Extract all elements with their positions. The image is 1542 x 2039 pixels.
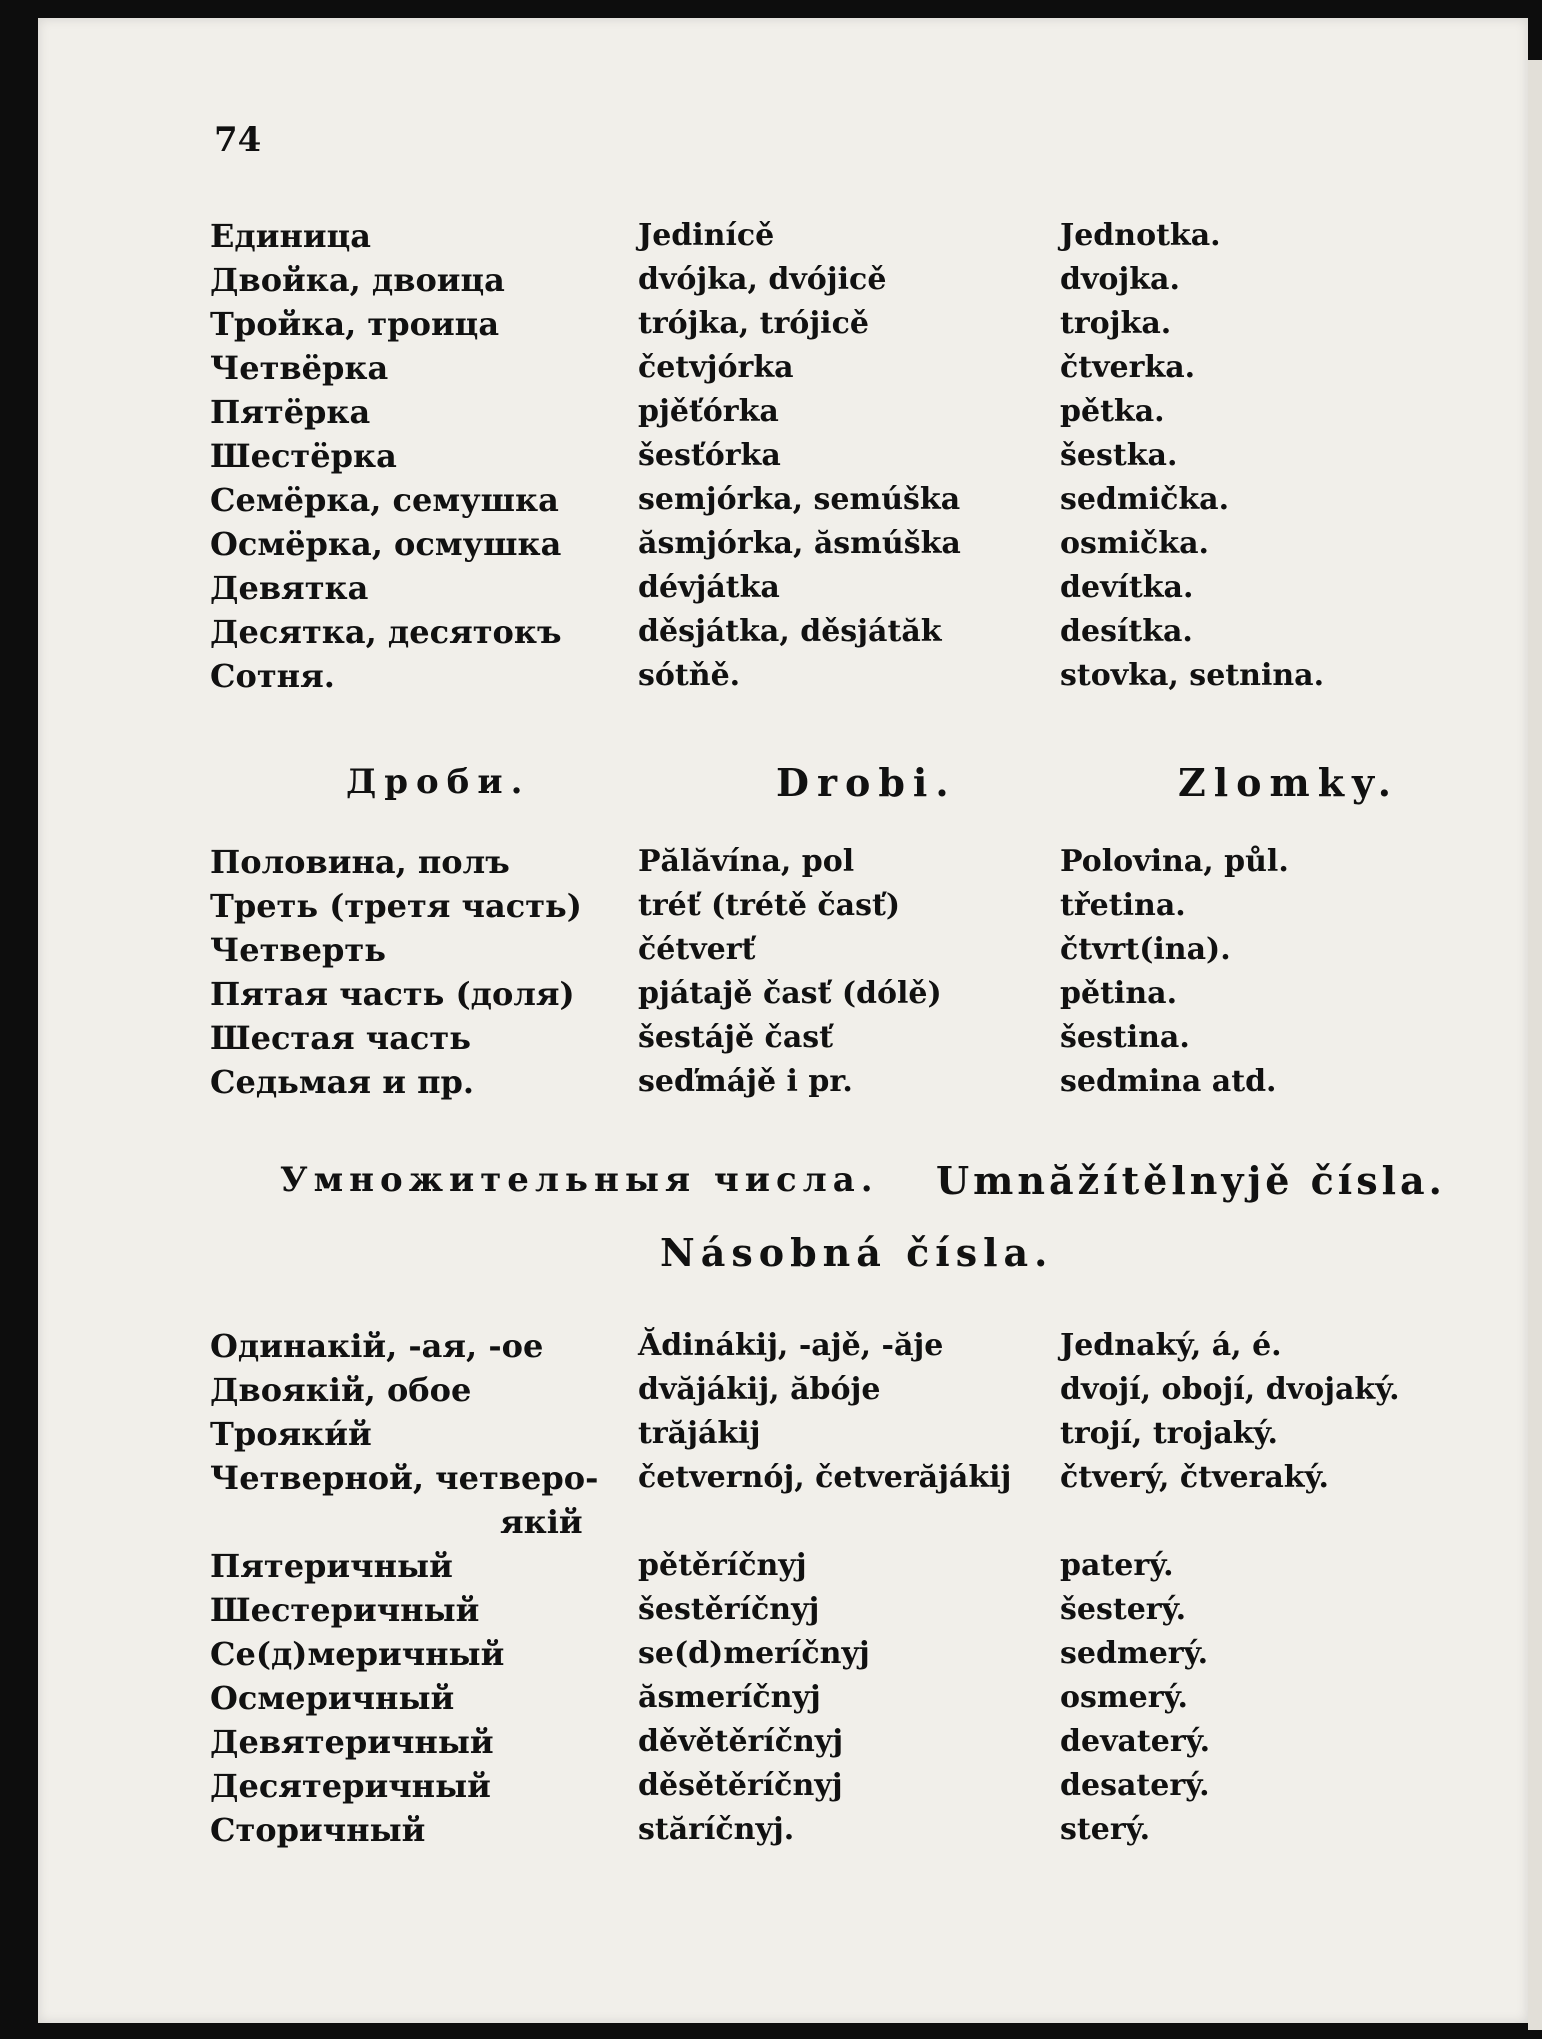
cardinal-groups-table — [38, 214, 1528, 698]
russian-term: Девятеричный — [210, 1723, 494, 1761]
transliteration: Pălăvína, pol — [638, 844, 855, 879]
russian-term: Седьмая и пр. — [210, 1063, 474, 1101]
czech-term: šesterý. — [1060, 1592, 1187, 1627]
table-row — [38, 1588, 1528, 1632]
czech-term: osmička. — [1060, 526, 1209, 561]
table-row — [38, 434, 1528, 478]
transliteration: četvjórka — [638, 350, 794, 385]
table-row — [38, 522, 1528, 566]
fractions-heading-lat: Drobi. — [776, 760, 957, 805]
transliteration: Ădinákij, -ajě, -ăje — [638, 1328, 944, 1363]
fractions-heading-ru: Дроби. — [346, 762, 531, 802]
fractions-heading-cz: Zlomky. — [1178, 760, 1400, 805]
table-row — [38, 1808, 1528, 1852]
czech-term: desítka. — [1060, 614, 1193, 649]
table-row — [38, 1544, 1528, 1588]
table-row — [38, 1016, 1528, 1060]
table-row — [38, 302, 1528, 346]
czech-term: stovka, setnina. — [1060, 658, 1325, 693]
table-row — [38, 1632, 1528, 1676]
transliteration: dvójka, dvójicě — [638, 262, 887, 297]
czech-term: Polovina, půl. — [1060, 844, 1289, 879]
czech-term: třetina. — [1060, 888, 1186, 923]
transliteration: stăríčnyj. — [638, 1812, 795, 1847]
table-row — [38, 1324, 1528, 1368]
table-row — [38, 566, 1528, 610]
czech-term: devítka. — [1060, 570, 1194, 605]
table-row — [38, 1368, 1528, 1412]
russian-term: Шестёрка — [210, 437, 397, 475]
table-row — [38, 1412, 1528, 1456]
table-row — [38, 258, 1528, 302]
multiplicative-heading-ru: Умножительныя числа. — [280, 1160, 879, 1200]
russian-term: якій — [500, 1503, 583, 1541]
multiplicatives-table — [38, 1324, 1528, 1852]
russian-term: Четвёрка — [210, 349, 389, 387]
czech-term: pětka. — [1060, 394, 1165, 429]
russian-term: Четверть — [210, 931, 386, 969]
russian-term: Пятая часть (доля) — [210, 975, 575, 1013]
transliteration: trăjákij — [638, 1416, 761, 1451]
czech-term: šestka. — [1060, 438, 1178, 473]
czech-term: čtverka. — [1060, 350, 1196, 385]
transliteration: trójka, trójicě — [638, 306, 869, 341]
czech-term: trojí, trojaký. — [1060, 1416, 1278, 1451]
transliteration: šestájě časť — [638, 1020, 833, 1055]
table-row — [38, 610, 1528, 654]
czech-term: osmerý. — [1060, 1680, 1188, 1715]
transliteration: četvernój, četverăjákij — [638, 1460, 1012, 1495]
russian-term: Осмеричный — [210, 1679, 455, 1717]
russian-term: Семёрка, семушка — [210, 481, 559, 519]
table-row — [38, 1500, 1528, 1544]
czech-term: sedmina atd. — [1060, 1064, 1277, 1099]
table-row — [38, 1720, 1528, 1764]
czech-term: devaterý. — [1060, 1724, 1211, 1759]
czech-term: sedmička. — [1060, 482, 1230, 517]
table-row — [38, 884, 1528, 928]
transliteration: semjórka, semúška — [638, 482, 961, 517]
transliteration: tréť (trétě časť) — [638, 888, 901, 923]
transliteration: seďmájě i pr. — [638, 1064, 853, 1099]
transliteration: ăsmeríčnyj — [638, 1680, 821, 1715]
czech-term: sedmerý. — [1060, 1636, 1209, 1671]
czech-term: sterý. — [1060, 1812, 1151, 1847]
page-edge — [1528, 60, 1542, 2030]
table-row — [38, 346, 1528, 390]
russian-term: Пятёрка — [210, 393, 371, 431]
transliteration: děsětěríčnyj — [638, 1768, 843, 1803]
russian-term: Пятеричный — [210, 1547, 453, 1585]
russian-term: Единица — [210, 217, 371, 255]
russian-term: Шестеричный — [210, 1591, 480, 1629]
russian-term: Четверной, четверо- — [210, 1459, 599, 1497]
czech-term: Jednotka. — [1060, 218, 1221, 253]
czech-term: dvojka. — [1060, 262, 1180, 297]
czech-term: čtverý, čtveraký. — [1060, 1460, 1330, 1495]
czech-term: pětina. — [1060, 976, 1178, 1011]
russian-term: Девятка — [210, 569, 369, 607]
czech-term: dvojí, obojí, dvojaký. — [1060, 1372, 1400, 1407]
table-row — [38, 840, 1528, 884]
transliteration: dvăjákij, ăbóje — [638, 1372, 881, 1407]
transliteration: pětěríčnyj — [638, 1548, 807, 1583]
transliteration: pjátajě časť (dólě) — [638, 976, 942, 1011]
russian-term: Десятеричный — [210, 1767, 491, 1805]
russian-term: Сторичный — [210, 1811, 426, 1849]
russian-term: Се(д)меричный — [210, 1635, 505, 1673]
table-row — [38, 654, 1528, 698]
russian-term: Двоякій, обое — [210, 1371, 472, 1409]
czech-term: čtvrt(ina). — [1060, 932, 1231, 967]
table-row — [38, 1060, 1528, 1104]
russian-term: Сотня. — [210, 657, 335, 695]
russian-term: Двойка, двоица — [210, 261, 505, 299]
transliteration: děvětěríčnyj — [638, 1724, 844, 1759]
table-row — [38, 1676, 1528, 1720]
russian-term: Десятка, десятокъ — [210, 613, 562, 651]
fractions-table — [38, 840, 1528, 1104]
multiplicative-heading-lat: Umnăžítělnyjě čísla. — [936, 1158, 1446, 1203]
table-row — [38, 214, 1528, 258]
book-page — [38, 18, 1528, 2023]
transliteration: dévjátka — [638, 570, 780, 605]
transliteration: sótňě. — [638, 658, 741, 693]
russian-term: Тройка, троица — [210, 305, 500, 343]
table-row — [38, 1456, 1528, 1500]
czech-term: šestina. — [1060, 1020, 1190, 1055]
russian-term: Трояки́й — [210, 1415, 372, 1453]
transliteration: šestěríčnyj — [638, 1592, 820, 1627]
table-row — [38, 390, 1528, 434]
russian-term: Треть (третя часть) — [210, 887, 582, 925]
table-row — [38, 928, 1528, 972]
transliteration: ăsmjórka, ăsmúška — [638, 526, 961, 561]
table-row — [38, 478, 1528, 522]
transliteration: šesťórka — [638, 438, 781, 473]
page-number: 74 — [214, 120, 262, 160]
transliteration: čétverť — [638, 932, 756, 967]
table-row — [38, 1764, 1528, 1808]
transliteration: pjěťórka — [638, 394, 779, 429]
russian-term: Половина, полъ — [210, 843, 510, 881]
transliteration: děsjátka, děsjátăk — [638, 614, 942, 649]
multiplicative-heading-cz: Násobná čísla. — [660, 1230, 1054, 1275]
czech-term: trojka. — [1060, 306, 1172, 341]
transliteration: Jediníсě — [638, 218, 775, 253]
czech-term: desaterý. — [1060, 1768, 1210, 1803]
russian-term: Одинакій, -ая, -ое — [210, 1327, 544, 1365]
table-row — [38, 972, 1528, 1016]
russian-term: Осмёрка, осмушка — [210, 525, 562, 563]
transliteration: se(d)meríčnyj — [638, 1636, 870, 1671]
russian-term: Шестая часть — [210, 1019, 471, 1057]
czech-term: paterý. — [1060, 1548, 1174, 1583]
czech-term: Jednaký, á, é. — [1060, 1328, 1282, 1363]
